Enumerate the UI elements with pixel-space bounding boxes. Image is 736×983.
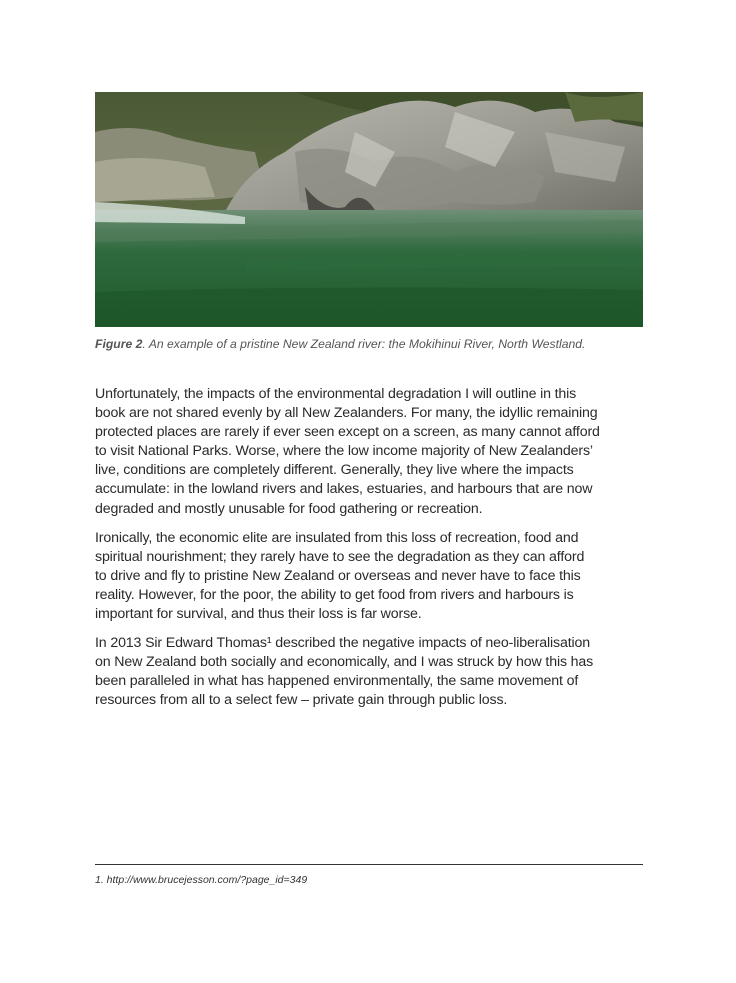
footnote-link[interactable]: 1. http://www.brucejesson.com/?page_id=349 [95,874,308,886]
paragraph [95,634,650,710]
paragraph [95,529,650,624]
paragraph [95,385,650,519]
footnote-divider [95,864,643,865]
text-line: accumulate: in the lowland rivers and lakes, estuaries, and harbours that are now [95,481,593,498]
figure-caption [95,337,655,351]
text-line: degraded and mostly unusable for food gathering or recreation. [95,500,483,517]
text-line: on New Zealand both socially and economically, and I was struck by how this has [95,654,594,671]
text-line: reality. However, for the poor, the ability to get food from rivers and harbours is [95,586,574,603]
text-line: spiritual nourishment; they rarely have to see the degradation as they can afford [95,548,585,565]
figure-caption-text: . An example of a pristine New Zealand river: the Mokihinui River, North Westland. [142,337,586,351]
text-line: live, conditions are completely different. Generally, they live where the impacts [95,462,574,479]
text-line: Ironically, the economic elite are insulated from this loss of recreation, food and [95,529,579,546]
text-line: In 2013 Sir Edward Thomas¹ described the negative impacts of neo-liberalisation [95,635,590,652]
text-line: book are not shared evenly by all New Zealanders. For many, the idyllic remaining [95,405,598,422]
body-text [95,385,650,721]
text-line: been paralleled in what has happened environmentally, the same movement of [95,673,579,690]
river-photo [95,92,643,327]
text-line: resources from all to a select few – private gain through public loss. [95,692,508,709]
text-line: to drive and fly to pristine New Zealand or overseas and never have to face this [95,567,581,584]
text-line: Unfortunately, the impacts of the environmental degradation I will outline in this [95,386,577,402]
text-line: protected places are rarely if ever seen except on a screen, as many cannot afford [95,424,600,441]
text-line: to visit National Parks. Worse, where the low income majority of New Zealanders’ [95,443,593,460]
text-line: important for survival, and thus their loss is far worse. [95,606,422,623]
figure-label: Figure 2 [95,337,143,351]
